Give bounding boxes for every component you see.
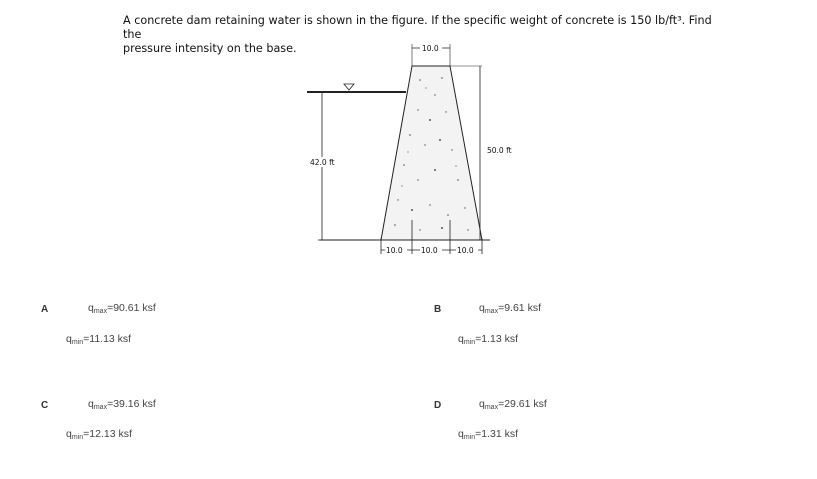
base-dim-2: 10.0 [421, 246, 438, 255]
top-width-label: 10.0 [422, 44, 439, 53]
water-depth-label: 42.0 ft [310, 158, 335, 167]
height-label: 50.0 ft [487, 146, 512, 155]
option-d-letter[interactable]: D [434, 400, 442, 411]
option-c-qmax[interactable]: $q_{max}=39.16$ ksf [88, 398, 156, 411]
option-c-qmin[interactable]: $q_{min}=12.13$ ksf [66, 428, 132, 441]
option-b-qmin[interactable]: $q_{min}=1.13$ ksf [458, 333, 519, 346]
base-dim-1: 10.0 [386, 246, 403, 255]
option-d-qmax[interactable]: $q_{max}=29.61$ ksf [479, 398, 547, 411]
option-a-letter[interactable]: A [41, 304, 49, 315]
option-a-qmin[interactable]: $q_{min}=11.13$ ksf [66, 333, 132, 346]
option-b-letter[interactable]: B [434, 304, 442, 315]
question-line-2: pressure intensity on the base. [123, 42, 297, 55]
option-a-qmax[interactable]: $q_{max}=90.61$ ksf [88, 302, 156, 315]
dam-figure [300, 40, 530, 260]
base-dim-3: 10.0 [457, 246, 474, 255]
option-c-letter[interactable]: C [41, 400, 49, 411]
water-level-icon [344, 84, 354, 90]
question-line-1: A concrete dam retaining water is shown in the figure. If the specific weight of concrete is 150 lb/ft³. Find the [123, 14, 712, 41]
option-b-qmax[interactable]: $q_{max}=9.61$ ksf [479, 302, 541, 315]
option-d-qmin[interactable]: $q_{min}=1.31$ ksf [458, 428, 519, 441]
